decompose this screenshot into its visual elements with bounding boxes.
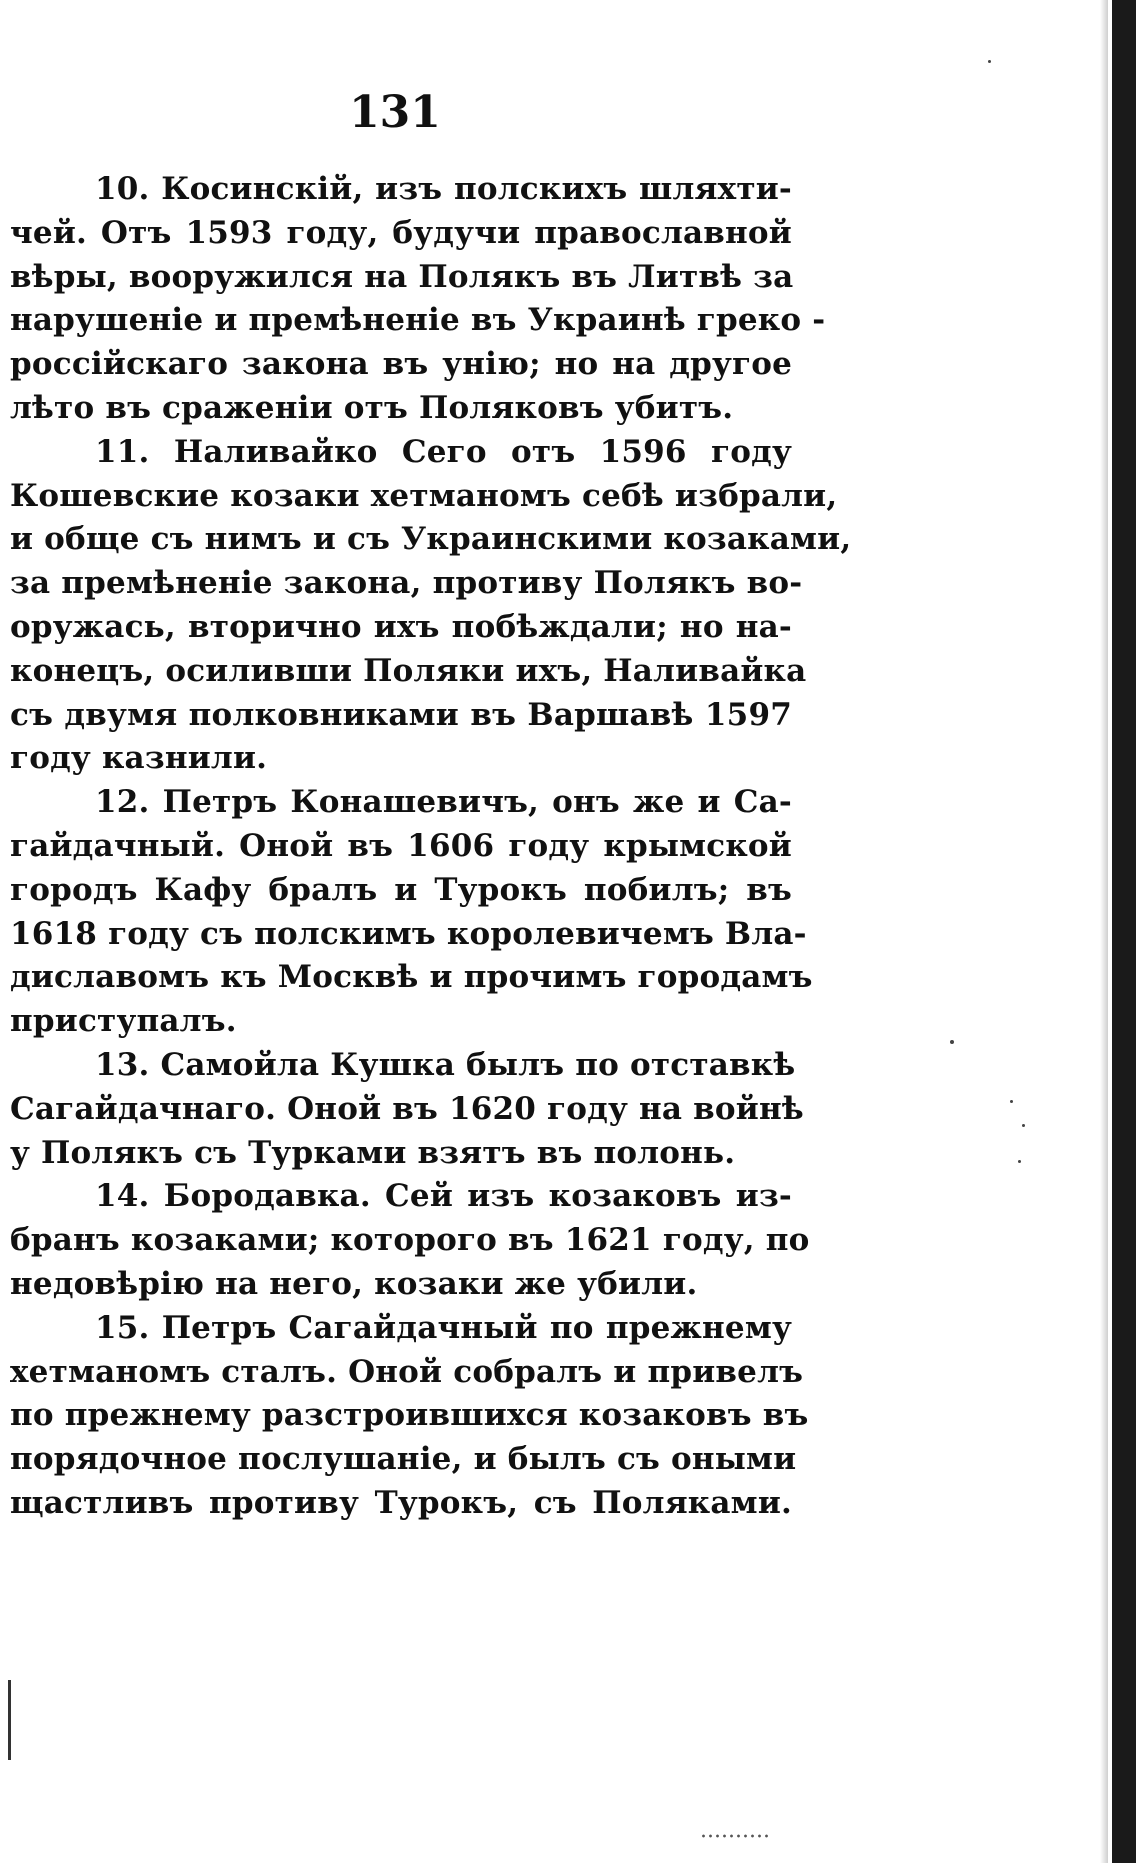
text-line: лѣто въ сраженіи отъ Поляковъ убитъ. — [10, 389, 734, 426]
speck — [1022, 1124, 1025, 1127]
text-line: бранъ козаками; которого въ 1621 году, по — [10, 1222, 810, 1259]
text-line: оружась, вторично ихъ побѣждали; но на- — [10, 608, 792, 645]
text-line: порядочное послушаніе, и былъ съ оными — [10, 1441, 797, 1478]
text-line: 11. Наливайко Сего отъ 1596 году — [95, 433, 792, 470]
page-edge-shadow — [1100, 0, 1108, 1863]
speck — [988, 60, 991, 63]
text-line: городъ Кафу бралъ и Турокъ побилъ; въ — [10, 871, 792, 908]
text-line: вѣры, вооружился на Полякъ въ Литвѣ за — [10, 258, 794, 295]
text-line: Кошевские козаки хетманомъ себѣ избрали, — [10, 477, 838, 514]
text-line: 1618 году съ полскимъ королевичемъ Вла- — [10, 915, 807, 952]
page-number: 131 — [349, 87, 441, 138]
text-line: недовѣрію на него, козаки же убили. — [10, 1265, 698, 1302]
text-line: 15. Петръ Сагайдачный по прежнему — [95, 1309, 792, 1346]
text-line: Сагайдачнаго. Оной въ 1620 году на войнѣ — [10, 1090, 804, 1127]
text-line: нарушеніе и премѣненіе въ Украинѣ греко - — [10, 302, 826, 339]
text-line: 13. Самойла Кушка былъ по отставкѣ — [95, 1046, 796, 1083]
text-line: 12. Петръ Конашевичъ, онъ же и Са- — [95, 784, 792, 821]
text-line: съ двумя полковниками въ Варшавѣ 1597 — [10, 696, 792, 733]
text-line: россійскаго закона въ унію; но на другое — [10, 346, 792, 383]
text-body — [10, 168, 852, 1526]
text-line: по прежнему разстроившихся козаковъ въ — [10, 1397, 809, 1434]
text-line: году казнили. — [10, 740, 268, 777]
text-line: диславомъ къ Москвѣ и прочимъ городамъ — [10, 959, 813, 996]
page-edge-border — [1112, 0, 1136, 1863]
text-line: и обще съ нимъ и съ Украинскими козаками, — [10, 521, 852, 558]
speck — [1018, 1160, 1021, 1163]
text-line: 10. Косинскій, изъ полскихъ шляхти- — [95, 171, 792, 207]
text-line: гайдачный. Оной въ 1606 году крымской — [10, 827, 792, 864]
bottom-specks — [700, 1832, 770, 1840]
margin-mark — [8, 1680, 11, 1760]
speck — [950, 1040, 954, 1044]
text-line: хетманомъ сталъ. Оной собралъ и привелъ — [10, 1353, 804, 1390]
text-line: 14. Бородавка. Сей изъ козаковъ из- — [95, 1178, 792, 1215]
text-line: чей. Отъ 1593 году, будучи православной — [10, 214, 792, 251]
text-line: приступалъ. — [10, 1003, 237, 1040]
text-line: конецъ, осиливши Поляки ихъ, Наливайка — [10, 652, 807, 689]
text-line: за премѣненіе закона, противу Полякъ во- — [10, 565, 803, 602]
text-line: щастливъ противу Турокъ, съ Поляками. — [10, 1484, 792, 1521]
text-line: у Полякъ съ Турками взятъ въ полонь. — [10, 1134, 736, 1171]
speck — [1010, 1100, 1013, 1103]
